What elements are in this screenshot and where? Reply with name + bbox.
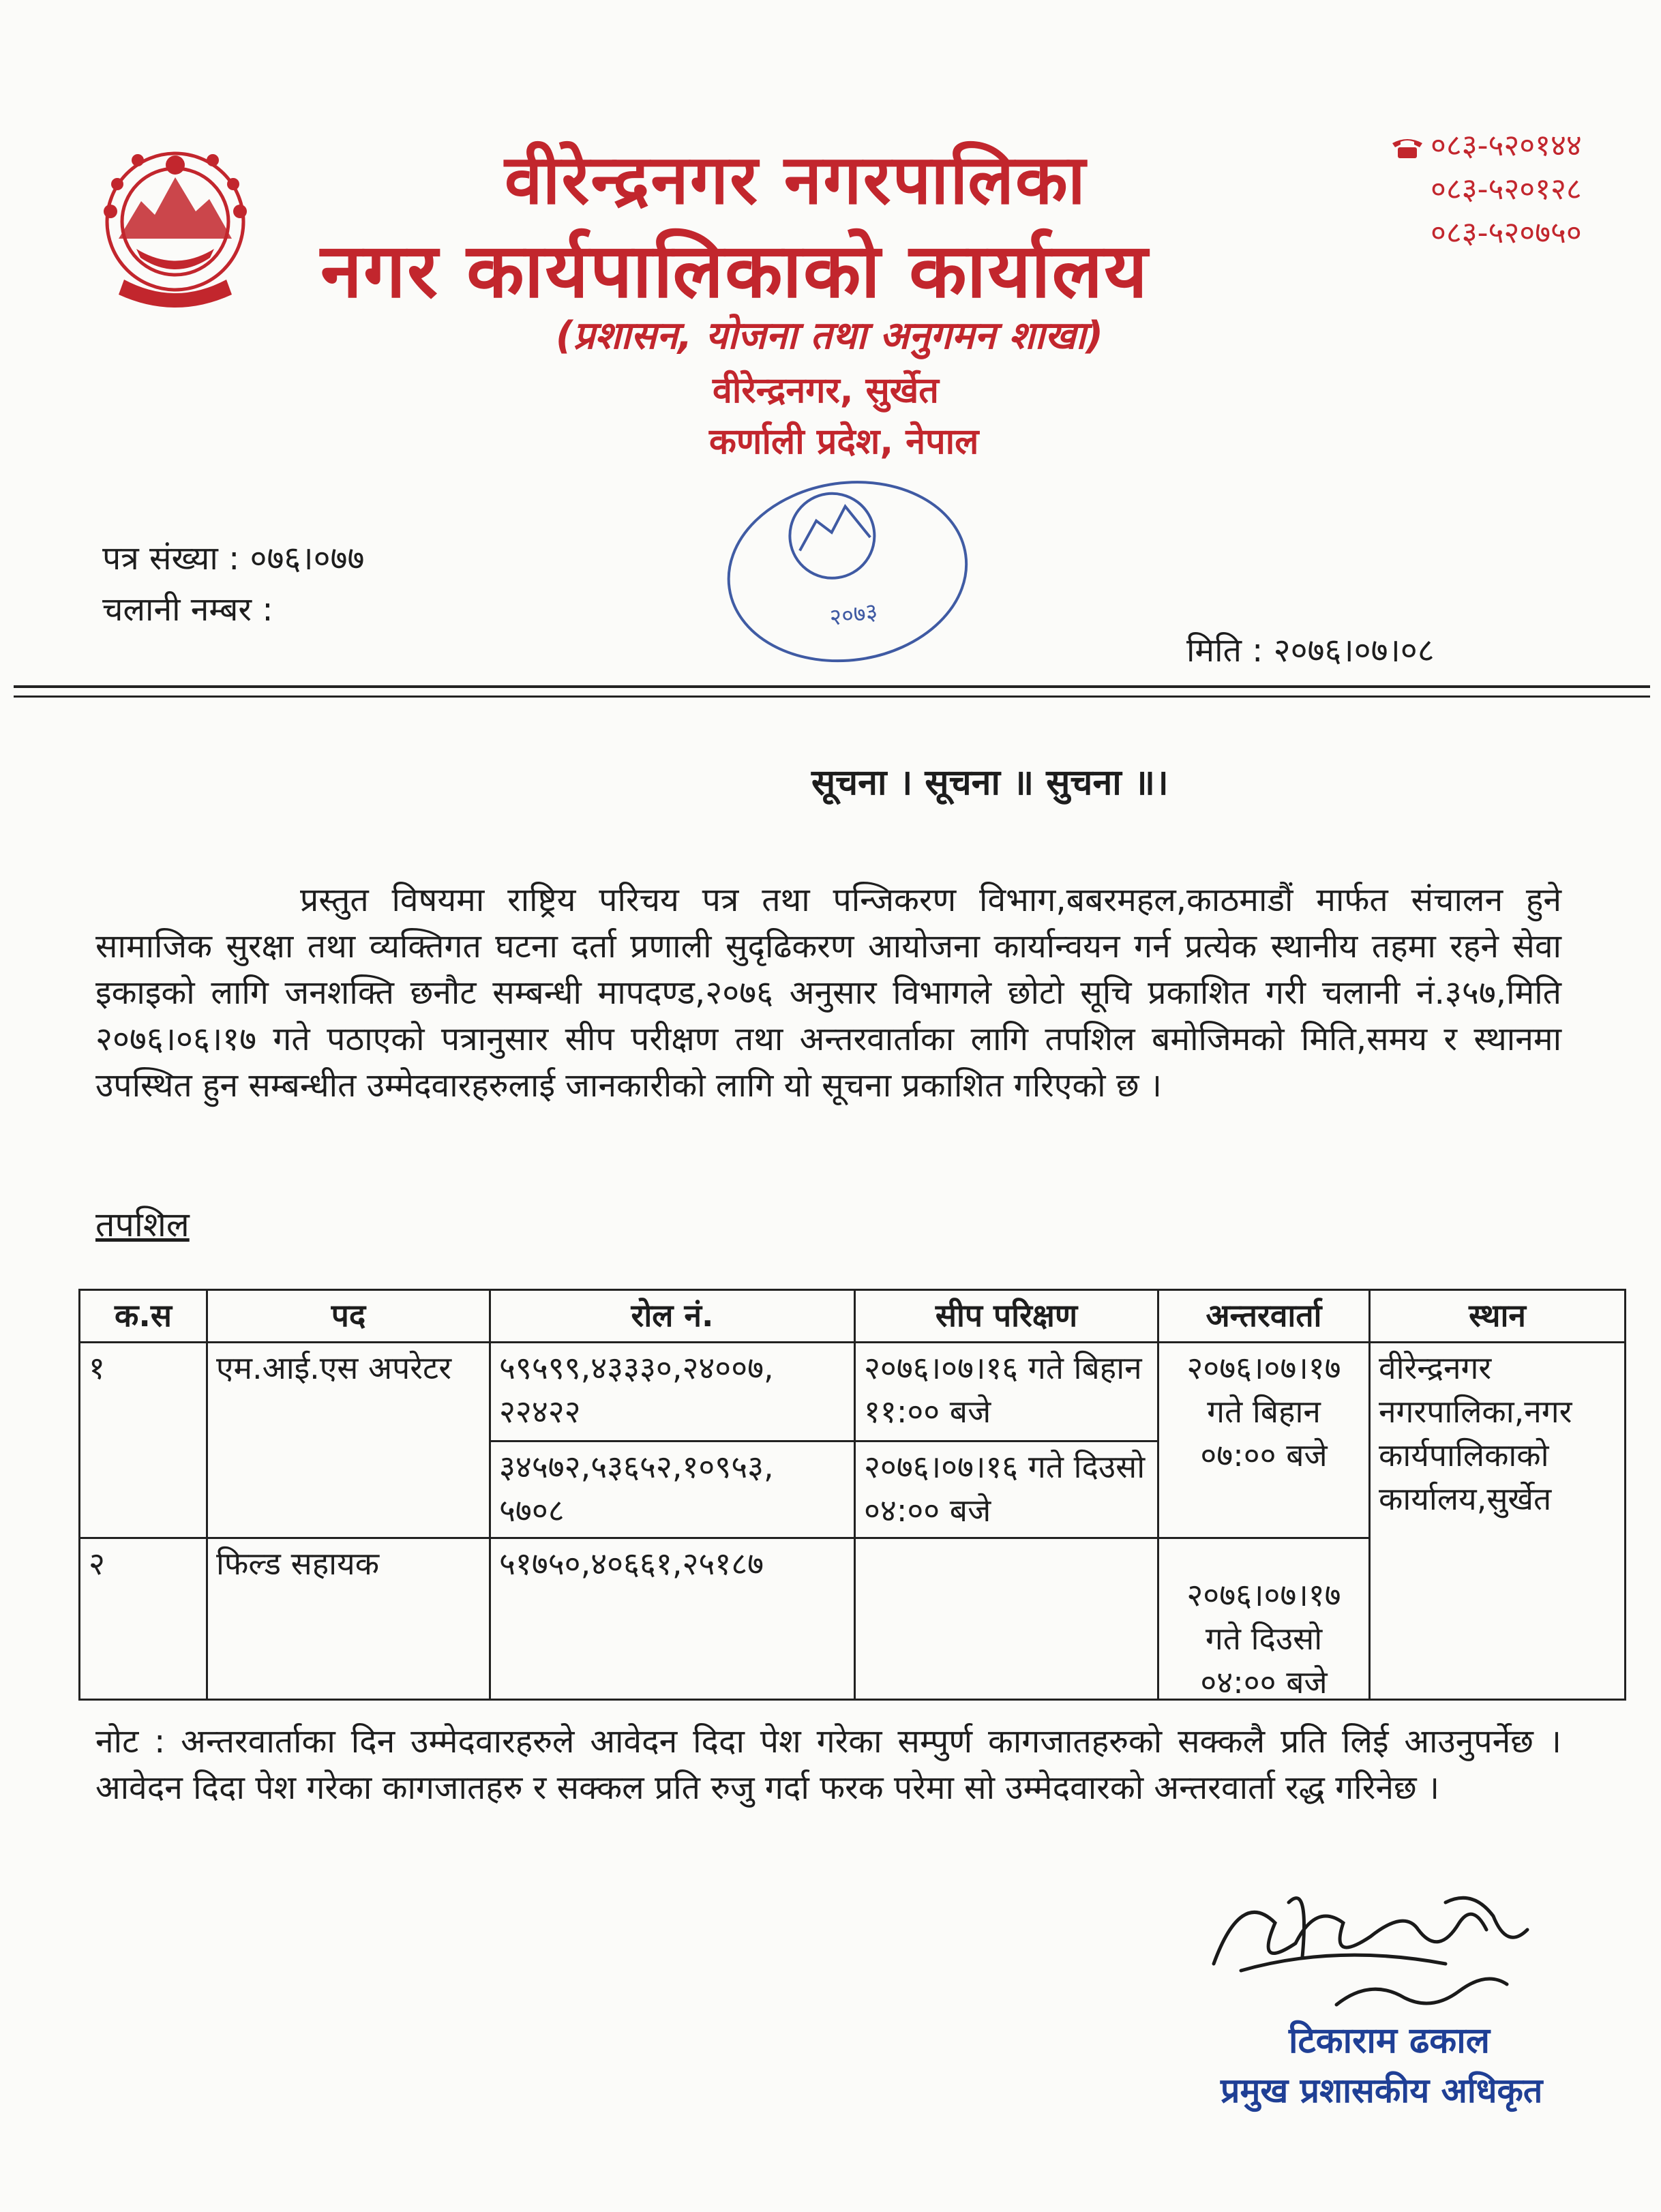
letter-date: मिति : २०७६।०७।०८ [1186,631,1435,670]
row2-roll: ५१७५०,४०६६१,२५१८७ [489,1537,856,1701]
phone-number-1: ०८३-५२०१४४ [1431,128,1582,163]
schedule-heading: तपशिल [95,1205,190,1244]
handwritten-signature [1200,1862,1555,2032]
phone-line [1390,124,1582,168]
dispatch-number: चलानी नम्बर : [102,591,273,629]
nepal-emblem-logo [76,136,274,320]
signatory-name: टिकाराम ढकाल [1289,2020,1490,2061]
address-city: वीरेन्द्रनगर, सुर्खेत [713,370,939,411]
row2-interview: २०७६।०७।१७ गते दिउसो ०४:०० बजे [1157,1537,1371,1701]
row2-skill [854,1537,1159,1701]
municipality-name: वीरेन्द्रनगर नगरपालिका [505,140,1087,220]
phone-numbers [1390,124,1582,255]
header-sn: क.स [78,1289,208,1343]
address-province: कर्णाली प्रदेश, नेपाल [709,421,979,462]
header-skill-test: सीप परिक्षण [854,1289,1159,1343]
stamp-year: २०७३ [828,597,880,632]
venue-cell: वीरेन्द्रनगर नगरपालिका,नगर कार्यपालिकाको कार्यालय,सुर्खेत [1368,1341,1626,1701]
phone-number-3: ०८३-५२०७५० [1431,215,1582,250]
letter-reference-number: पत्र संख्या : ०७६।०७७ [102,539,365,578]
phone-number-2: ०८३-५२०१२८ [1431,172,1582,207]
note-text: नोट : अन्तरवार्ताका दिन उम्मेदवारहरुले आवेदन दिदा पेश गरेका सम्पुर्ण कागजातहरुको सक्कलै प्रति लिई आउनुपर्नेछ । आवेदन दिदा पेश गरेका कागजातहरु र सक्कल प्रति रुजु गर्दा फरक परेमा सो उम्मेदवारको अन्तरवार्ता रद्ध गरिनेछ । [95,1722,1561,1807]
header-venue: स्थान [1368,1289,1626,1343]
row1-roll-b: ३४५७२,५३६५२,१०९५३, ५७०८ [489,1440,856,1539]
office-stamp [702,469,996,694]
header-interview: अन्तरवार्ता [1157,1289,1371,1343]
row2-post: फिल्ड सहायक [206,1537,491,1701]
notice-title: सूचना । सूचना ॥ सुचना ॥। [811,762,1169,803]
header-divider [14,685,1650,688]
row1-roll-a: ५९५९९,४३३३०,२४००७, २२४२२ [489,1341,856,1442]
branch-name: (प्रशासन, योजना तथा अनुगमन शाखा) [556,314,1104,358]
row1-skill-b: २०७६।०७।१६ गते दिउसो ०४:०० बजे [854,1440,1159,1539]
header-post: पद [206,1289,491,1343]
row1-interview: २०७६।०७।१७ गते बिहान ०७:०० बजे [1157,1341,1371,1539]
header-divider-secondary [14,696,1650,698]
row1-sn: १ [78,1341,208,1539]
notice-body: प्रस्तुत विषयमा राष्ट्रिय परिचय पत्र तथा पन्जिकरण विभाग,बबरमहल,काठमाडौं मार्फत संचालन हुने सामाजिक सुरक्षा तथा व्यक्तिगत घटना दर्ता प्रणाली सुदृढिकरण आयोजना कार्यान्वयन गर्न प्रत्येक स्थानीय तहमा रहने सेवा इकाइको लागि जनशक्ति छनौट सम्बन्धी मापदण्ड,२०७६ अनुसार विभागले छोटो सूचि प्रकाशित गरी चलानी नं.३५७,मिति २०७६।०६।१७ गते पठाएको पत्रानुसार सीप परीक्षण तथा अन्तरवार्ताका लागि तपशिल बमोजिमको मिति,समय र स्थानमा उपस्थित हुन सम्बन्धीत उम्मेदवारहरुलाई जानकारीको लागि यो सूचना प्रकाशित गरिएको छ । [95,881,1561,1105]
row1-post: एम.आई.एस अपरेटर [206,1341,491,1539]
signatory-title: प्रमुख प्रशासकीय अधिकृत [1221,2071,1543,2110]
office-name: नगर कार्यपालिकाको कार्यालय [320,227,1149,314]
row2-sn: २ [78,1537,208,1701]
row1-skill-a: २०७६।०७।१६ गते बिहान ११:०० बजे [854,1341,1159,1442]
telephone-icon [1390,135,1425,160]
header-roll: रोल नं. [489,1289,856,1343]
